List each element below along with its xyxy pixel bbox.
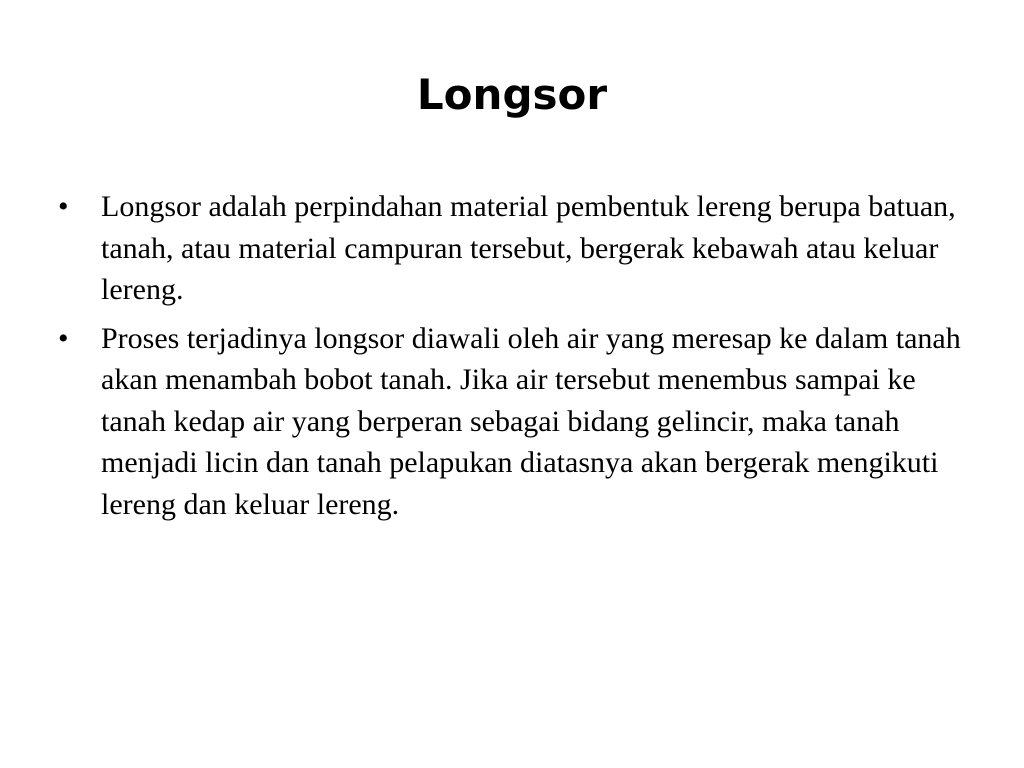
bullet-text: Proses terjadinya longsor diawali oleh air yang meresap ke dalam tanah akan menambah bobot tanah. Jika air tersebut menembus sampai ke tanah kedap air yang berperan sebagai bidang gelincir, maka tanah menjadi licin dan tanah pelapukan diatasnya akan bergerak mengikuti lereng dan keluar lereng. xyxy=(101,321,961,521)
bullet-item xyxy=(56,186,976,311)
bullet-text: Longsor adalah perpindahan material pembentuk lereng berupa batuan, tanah, atau material campuran tersebut, bergerak kebawah atau keluar lereng. xyxy=(101,190,956,306)
slide-title: Longsor xyxy=(416,70,608,119)
bullet-item xyxy=(56,318,976,526)
bullet-list xyxy=(56,186,976,532)
bullet-marker: • xyxy=(58,321,69,355)
bullet-marker: • xyxy=(58,190,69,223)
